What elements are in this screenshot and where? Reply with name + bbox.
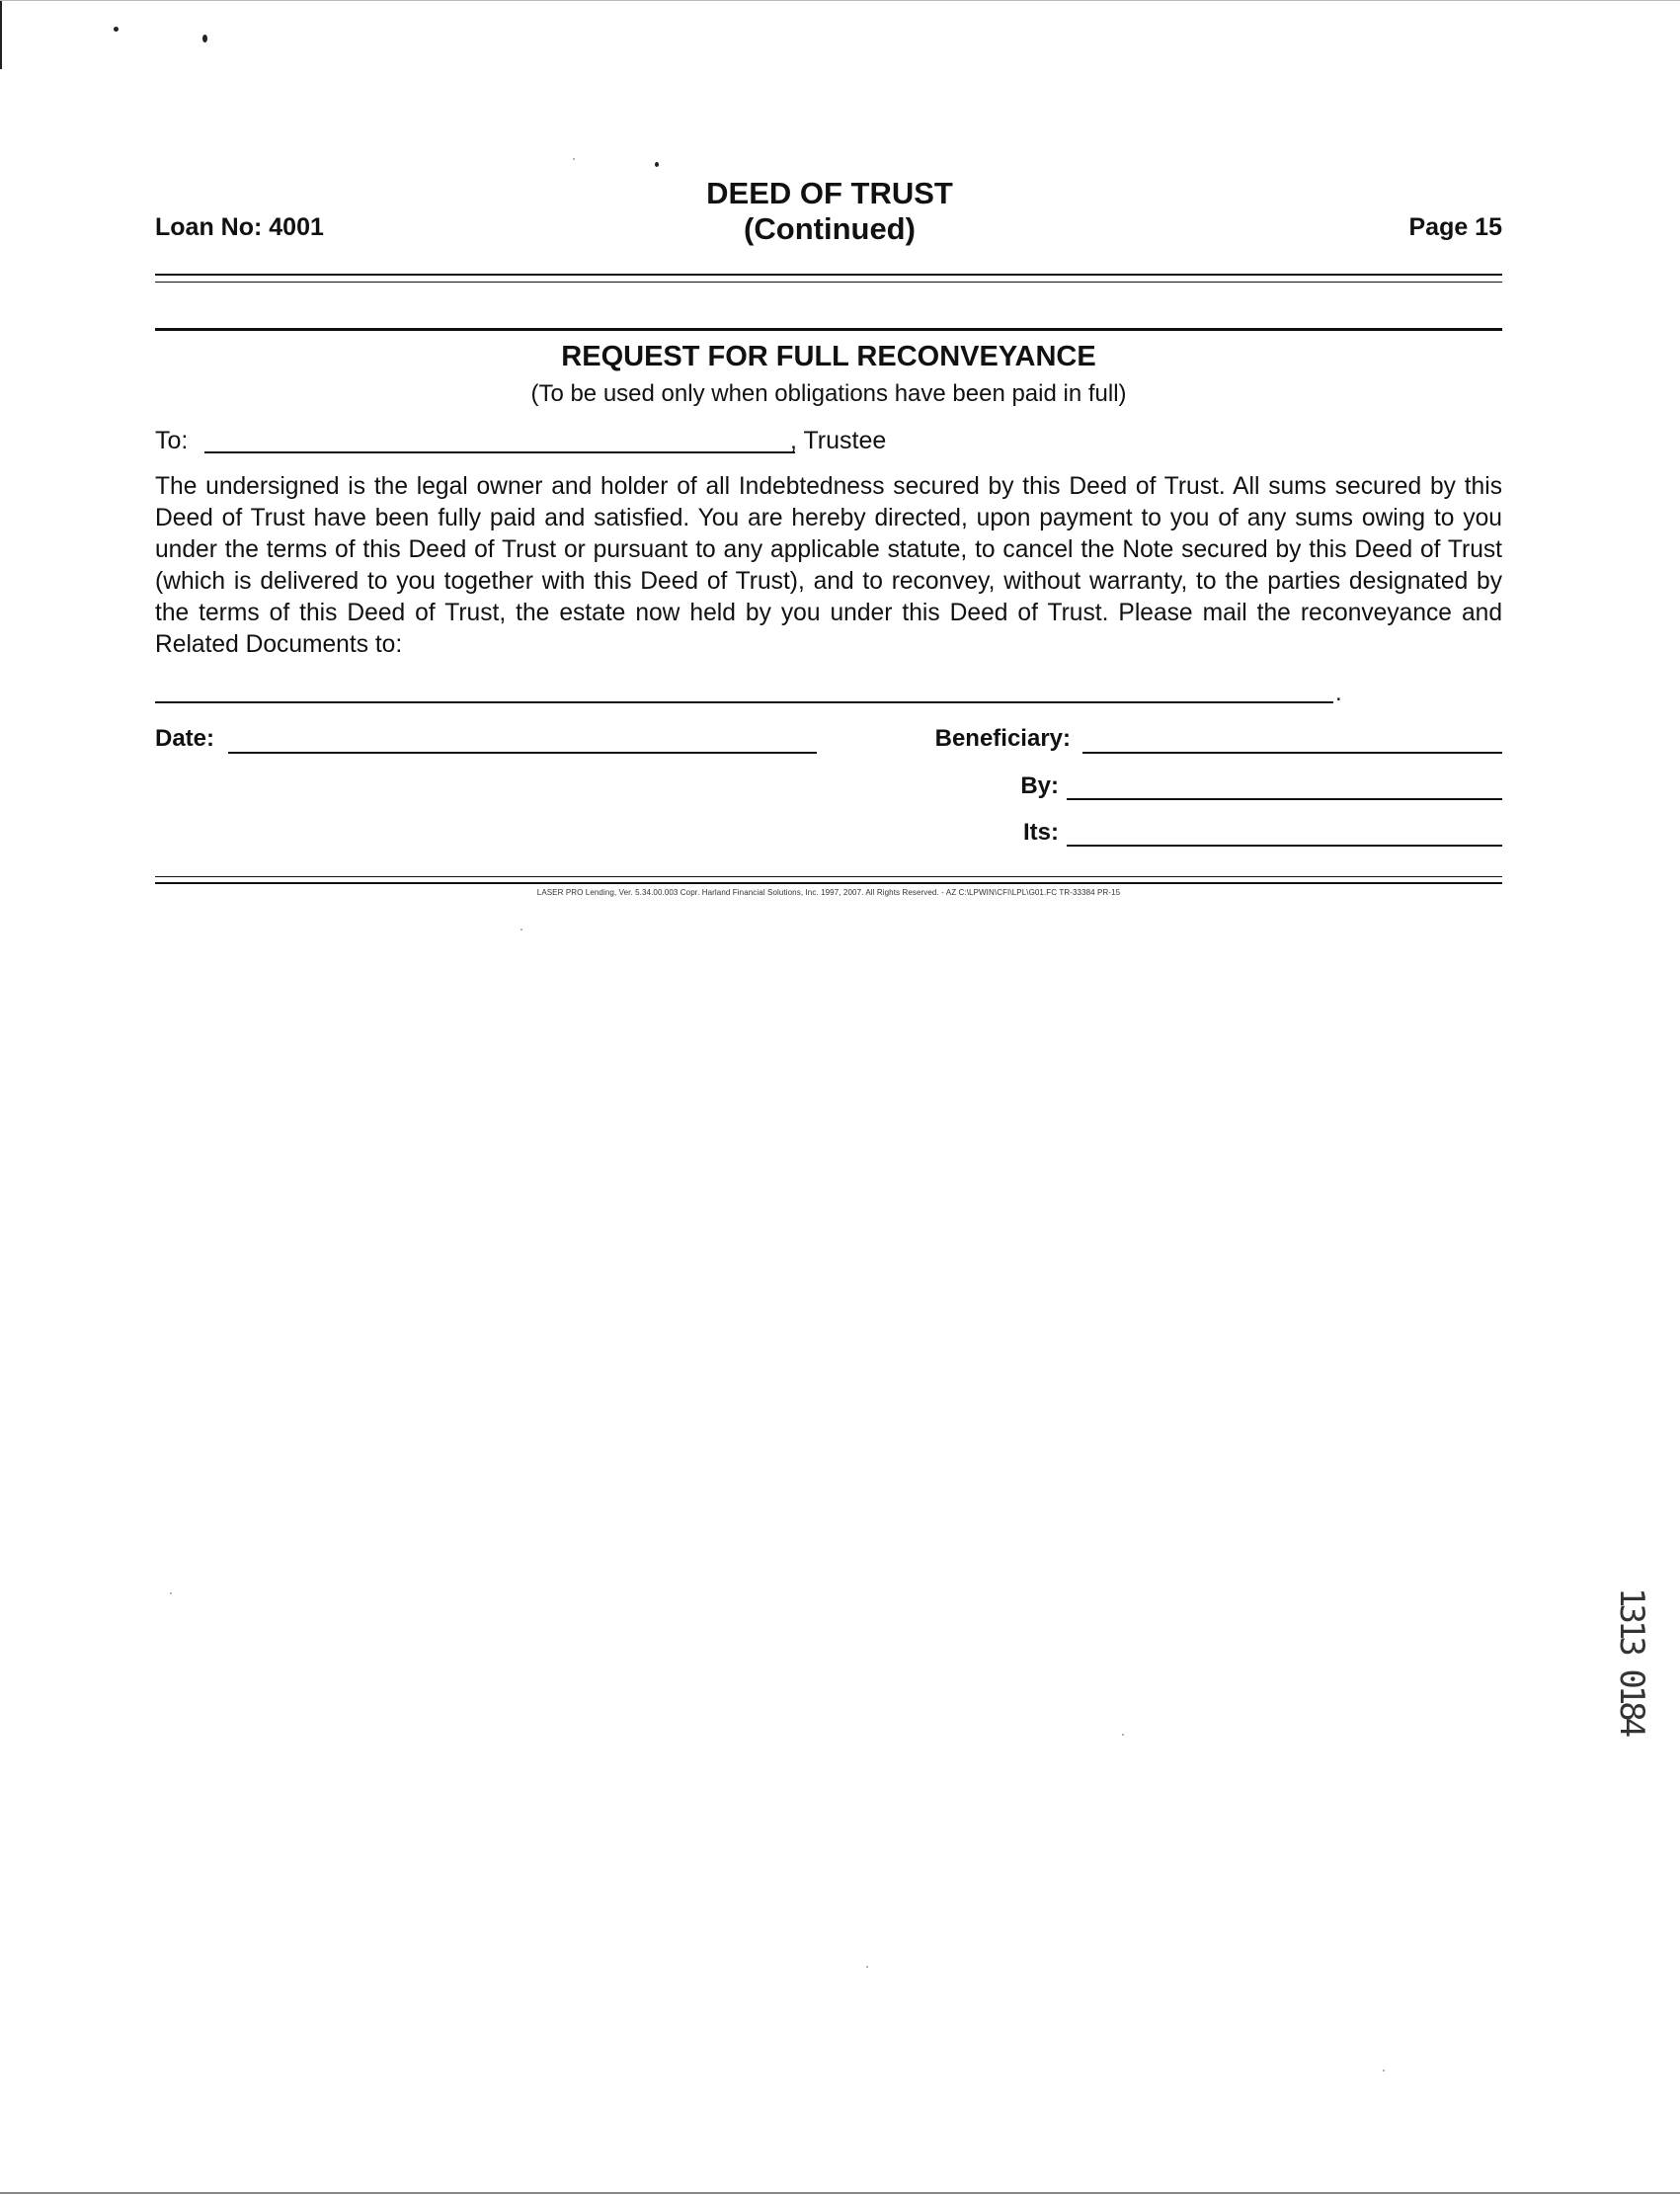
scan-speck <box>202 35 207 42</box>
scan-speck <box>573 158 575 160</box>
scan-speck <box>170 1592 172 1594</box>
its-label: Its: <box>1023 819 1059 846</box>
mail-to-period: . <box>1335 680 1342 706</box>
footer-copyright: LASER PRO Lending, Ver. 5.34.00.003 Copr. Harland Financial Solutions, Inc. 1997, 2007. All Rights Reserved. - AZ C:\LPWIN\CFI\LPL\G01.FC TR-33384 PR-15 <box>536 888 1121 897</box>
date-label: Date: <box>155 725 215 752</box>
trustee-name-field[interactable] <box>204 451 795 453</box>
reconveyance-body-text: The undersigned is the legal owner and holder of all Indebtedness secured by this Deed of Trust. All sums secured by this Deed of Trust have been fully paid and satisfied. You are hereby directed, upon payment to you of any sums owing to you under the terms of this Deed of Trust or pursuant to any applicable statute, to cancel the Note secured by this Deed of Trust (which is delivered to you together with this Deed of Trust), and to reconvey, without warranty, to the parties designated by the terms of this Deed of Trust, the estate now held by you under this Deed of Trust. Please mail the reconveyance and Related Documents to: <box>155 473 1502 658</box>
request-subheading: (To be used only when obligations have been paid in full) <box>530 380 1127 407</box>
trustee-label: , Trustee <box>790 427 887 454</box>
section-rule <box>155 328 1502 331</box>
scan-border-left <box>0 0 2 69</box>
its-title-field[interactable] <box>1067 845 1502 847</box>
by-signature-field[interactable] <box>1067 798 1502 800</box>
scan-border-top <box>0 0 1680 1</box>
date-field[interactable] <box>228 752 817 754</box>
scan-border-bottom <box>0 2192 1680 2194</box>
document-title-block <box>533 176 1126 247</box>
scan-speck <box>655 162 659 167</box>
document-title: DEED OF TRUST <box>706 176 953 210</box>
by-label: By: <box>1020 772 1059 799</box>
request-heading: REQUEST FOR FULL RECONVEYANCE <box>561 341 1096 372</box>
scan-speck <box>114 27 119 32</box>
loan-number: Loan No: 4001 <box>155 213 324 241</box>
scan-speck <box>1383 2070 1385 2072</box>
to-label: To: <box>155 427 189 454</box>
scan-speck <box>520 929 522 931</box>
scan-speck <box>1122 1734 1124 1736</box>
beneficiary-field[interactable] <box>1082 752 1502 754</box>
footer-rule-bottom <box>155 882 1502 884</box>
page-number: Page 15 <box>1408 213 1502 241</box>
scan-speck <box>866 1966 868 1968</box>
beneficiary-label: Beneficiary: <box>934 725 1071 752</box>
footer-rule-top <box>155 876 1502 877</box>
header-rule-top <box>155 274 1502 276</box>
mail-to-address-field[interactable] <box>155 701 1333 703</box>
document-subtitle: (Continued) <box>744 211 916 246</box>
recording-stamp-number: 1313 0184 <box>1612 1587 1651 1735</box>
header-rule-bottom <box>155 282 1502 283</box>
